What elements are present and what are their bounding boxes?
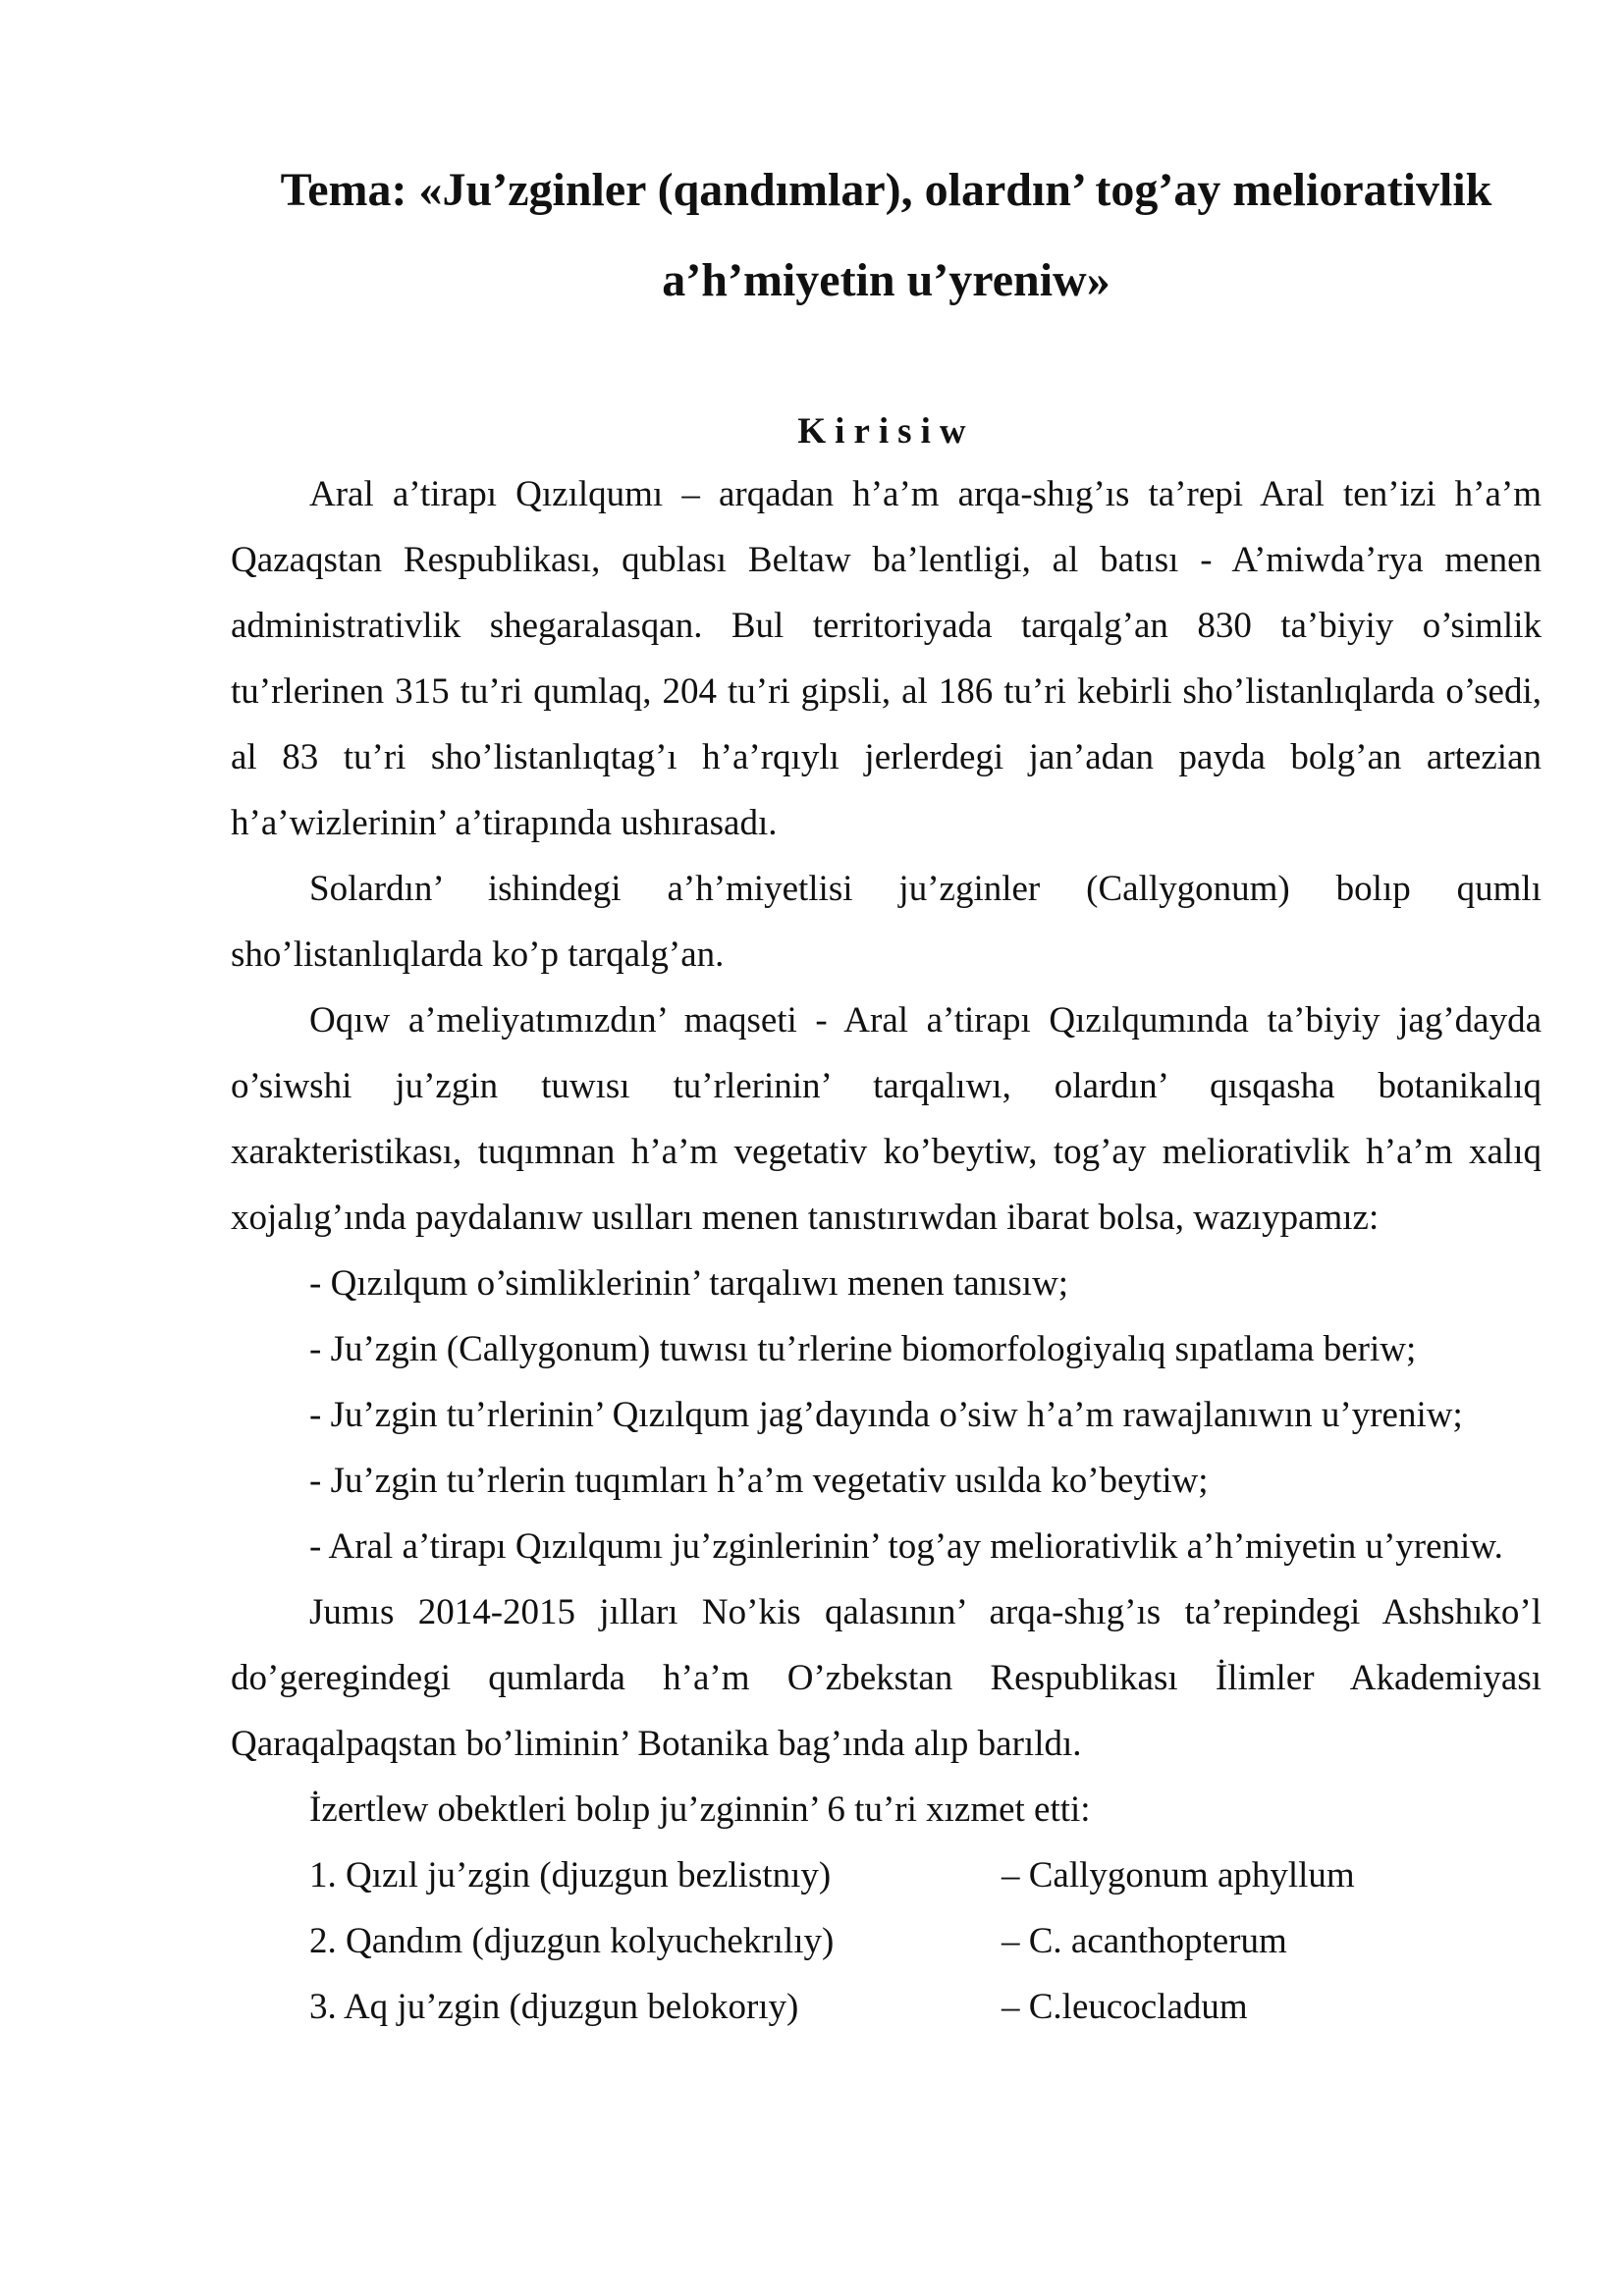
- species-local-name: 3. Aq ju’zgin (djuzgun belokorıy): [309, 1987, 799, 2027]
- species-local-name: 2. Qandım (djuzgun kolyuchekrılıy): [309, 1921, 835, 1961]
- title-line-1: Tema: «Ju’zginler (qandımlar), olardın’ tog’ay meliorativlik: [280, 164, 1492, 216]
- task-item: - Ju’zgin tu’rlerin tuqımları h’a’m vegetativ usılda ko’beytiw;: [309, 1461, 1209, 1501]
- species-local-name: 1. Qızıl ju’zgin (djuzgun bezlistnıy): [309, 1855, 832, 1896]
- page-title: [231, 145, 1542, 326]
- paragraph-intro: Aral a’tirapı Qızılqumı – arqadan h’a’m arqa-shıg’ıs ta’repi Aral ten’izi h’a’m Qazaqstan Respublikası, qublası Beltaw ba’lentligi, al batısı - A’miwda’rya menen administrativlik shegaralasqan. Bul territoriyada tarqalg’an 830 ta’biyiy o’simlik tu’rlerinen 315 tu’ri qumlaq, 204 tu’ri gipsli, al 186 tu’ri kebirli sho’listanlıqlarda o’sedi, al 83 tu’ri sho’listanlıqtag’ı h’a’rqıylı jerlerdegi jan’adan payda bolg’an artezian h’a’wizlerinin’ a’tirapında ushırasadı.: [231, 474, 1542, 843]
- species-latin-name: – C. acanthopterum: [1001, 1921, 1287, 1961]
- task-item: - Ju’zgin tu’rlerinin’ Qızılqum jag’dayında o’siw h’a’m rawajlanıwın u’yreniw;: [309, 1395, 1463, 1435]
- task-item: - Qızılqum o’simliklerinin’ tarqalıwı menen tanısıw;: [309, 1263, 1069, 1304]
- document-body: [231, 461, 1542, 2040]
- species-row: [231, 1974, 1542, 2040]
- title-line-2: a’h’miyetin u’yreniw»: [662, 254, 1110, 306]
- paragraph-objects: İzertlew obektleri bolıp ju’zginnin’ 6 tu’ri xızmet etti:: [309, 1789, 1091, 1830]
- species-latin-name: – C.leucocladum: [1001, 1987, 1248, 2027]
- task-item: - Aral a’tirapı Qızılqumı ju’zginlerinin’ tog’ay meliorativlik a’h’miyetin u’yreniw.: [309, 1526, 1503, 1567]
- species-row: [231, 1908, 1542, 1974]
- section-heading: Kirisiw: [797, 411, 975, 452]
- paragraph-goal: Oqıw a’meliyatımızdın’ maqseti - Aral a’tirapı Qızılqumında ta’biyiy jag’dayda o’siwshi ju’zgin tuwısı tu’rlerinin’ tarqalıwı, olardın’ qısqasha botanikalıq xarakteristikası, tuqımnan h’a’m vegetativ ko’beytiw, tog’ay meliorativlik h’a’m xalıq xojalıg’ında paydalanıw usılları menen tanıstırıwdan ibarat bolsa, wazıypamız:: [231, 1000, 1542, 1238]
- task-item: - Ju’zgin (Callygonum) tuwısı tu’rlerine biomorfologiyalıq sıpatlama beriw;: [309, 1329, 1417, 1369]
- paragraph-callygonum: Solardın’ ishindegi a’h’miyetlisi ju’zginler (Callygonum) bolıp qumlı sho’listanlıqlarda ko’p tarqalg’an.: [231, 869, 1542, 975]
- species-row: [231, 1842, 1542, 1908]
- paragraph-work-location: Jumıs 2014-2015 jılları No’kis qalasının’ arqa-shıg’ıs ta’repindegi Ashshıko’l do’geregindegi qumlarda h’a’m O’zbekstan Respublikası İlimler Akademiyası Qaraqalpaqstan bo’liminin’ Botanika bag’ında alıp barıldı.: [231, 1592, 1542, 1764]
- species-latin-name: – Callygonum aphyllum: [1001, 1855, 1355, 1896]
